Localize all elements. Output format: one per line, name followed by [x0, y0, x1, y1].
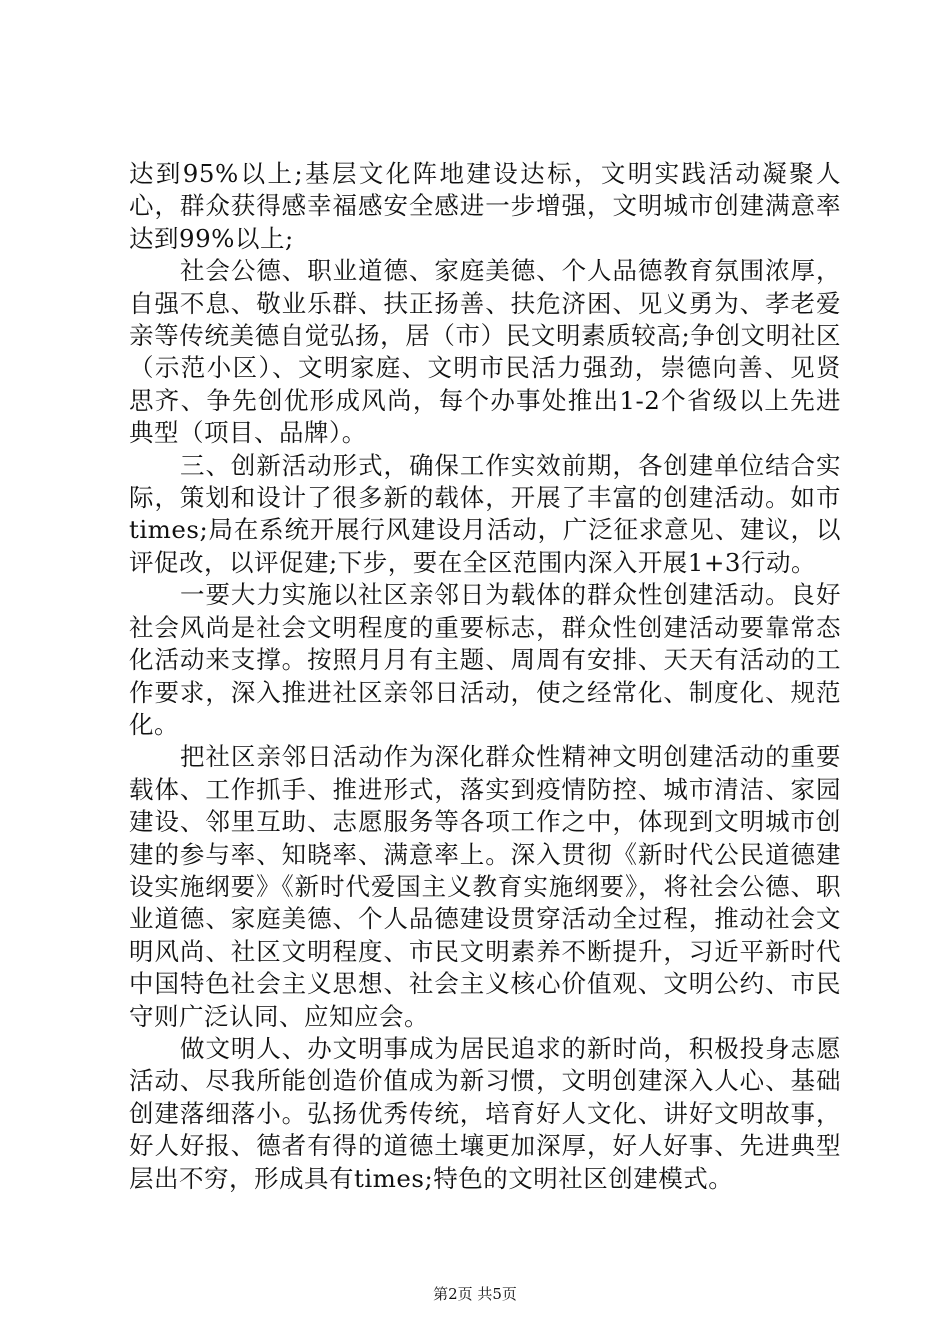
paragraph: 把社区亲邻日活动作为深化群众性精神文明创建活动的重要载体、工作抓手、推进形式，落实到疫情防控、城市清洁、家园建设、邻里互助、志愿服务等各项工作之中，体现到文明城市创建的参与率、知晓率、满意率上。深入贯彻《新时代公民道德建设实施纲要》《新时代爱国主义教育实施纲要》，将社会公德、职业道德、家庭美德、个人品德建设贯穿活动全过程，推动社会文明风尚、社区文明程度、市民文明素养不断提升，习近平新时代中国特色社会主义思想、社会主义核心价值观、文明公约、市民守则广泛认同、应知应会。 — [129, 742, 841, 1031]
page-number-footer: 第2页 共5页 — [433, 1285, 517, 1303]
paragraph: 达到95%以上;基层文化阵地建设达标，文明实践活动凝聚人心，群众获得感幸福感安全感进一步增强，文明城市创建满意率达到99%以上; — [129, 159, 841, 253]
paragraph: 社会公德、职业道德、家庭美德、个人品德教育氛围浓厚，自强不息、敬业乐群、扶正扬善、扶危济困、见义勇为、孝老爱亲等传统美德自觉弘扬，居（市）民文明素质较高;争创文明社区（示范小区）、文明家庭、文明市民活力强劲，崇德向善、见贤思齐、争先创优形成风尚，每个办事处推出1-2个省级以上先进典型（项目、品牌）。 — [129, 256, 841, 448]
paragraph: 一要大力实施以社区亲邻日为载体的群众性创建活动。良好社会风尚是社会文明程度的重要标志，群众性创建活动要靠常态化活动来支撑。按照月月有主题、周周有安排、天天有活动的工作要求，深入推进社区亲邻日活动，使之经常化、制度化、规范化。 — [129, 580, 841, 739]
document-body — [129, 158, 841, 1195]
paragraph: 三、创新活动形式，确保工作实效前期，各创建单位结合实际，策划和设计了很多新的载体，开展了丰富的创建活动。如市times;局在系统开展行风建设月活动，广泛征求意见、建议，以评促改，以评促建;下步，要在全区范围内深入开展1+3行动。 — [129, 450, 841, 577]
paragraph: 做文明人、办文明事成为居民追求的新时尚，积极投身志愿活动、尽我所能创造价值成为新习惯，文明创建深入人心、基础创建落细落小。弘扬优秀传统，培育好人文化、讲好文明故事，好人好报、德者有得的道德土壤更加深厚，好人好事、先进典型层出不穷，形成具有times;特色的文明社区创建模式。 — [129, 1033, 841, 1193]
